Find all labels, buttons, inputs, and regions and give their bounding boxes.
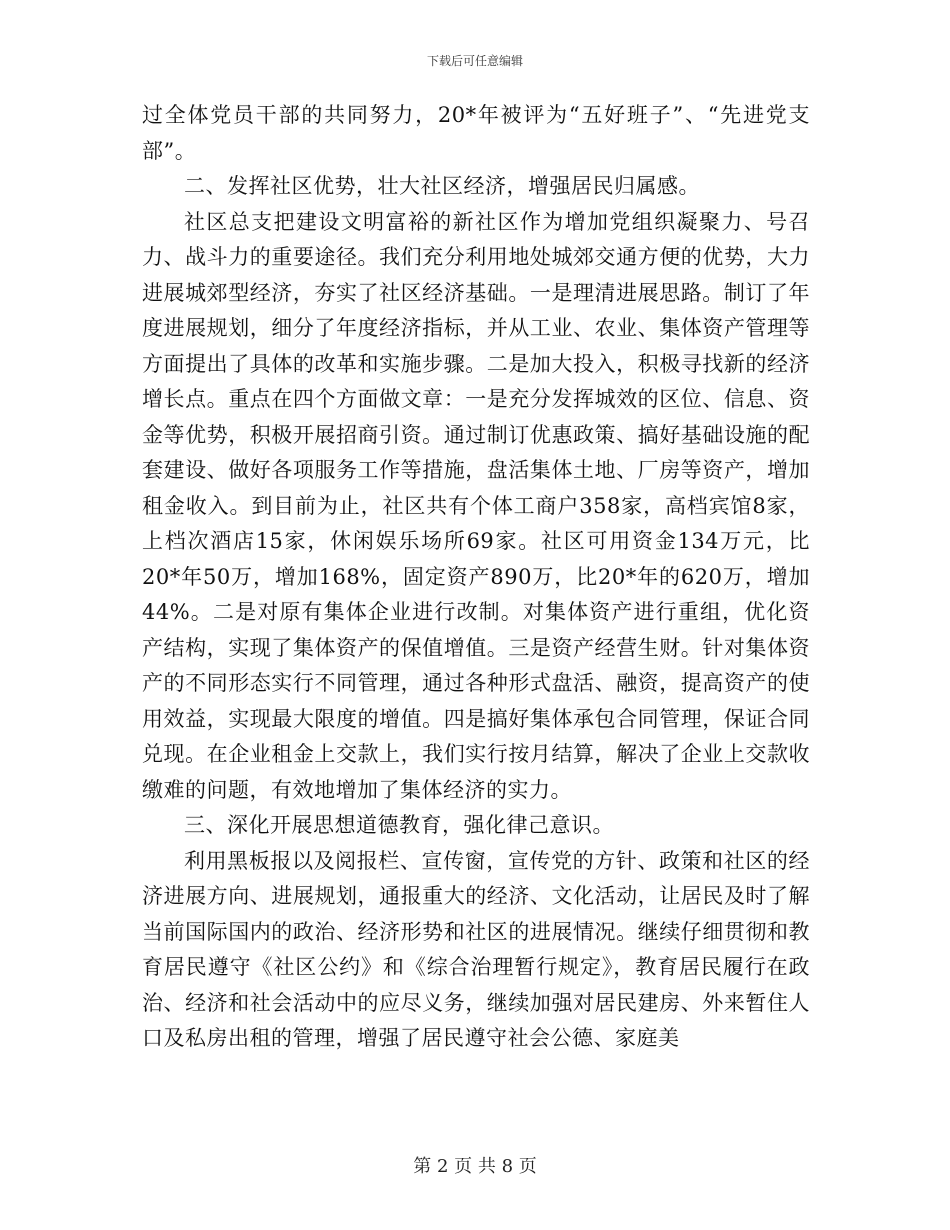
paragraph-education: 利用黑板报以及阅报栏、宣传窗，宣传党的方针、政策和社区的经济进展方向、进展规划，通报重大的经济、文化活动，让居民及时了解当前国际国内的政治、经济形势和社区的进展情况。继续仔细贯彻和教育居民遵守《社区公约》和《综合治理暂行规定》，教育居民履行在政治、经济和社会活动中的应尽义务，继续加强对居民建房、外来暂住人口及私房出租的管理，增强了居民遵守社会公德、家庭美 xyxy=(142,848,810,1050)
page-header: 下载后可任意编辑 xyxy=(426,54,523,68)
document-body xyxy=(142,98,810,1057)
section-heading-two: 二、发挥社区优势，壮大社区经济，增强居民归属感。 xyxy=(184,174,700,198)
paragraph-continued: 过全体党员干部的共同努力，20*年被评为“五好班子”、“先进党支部”。 xyxy=(142,103,810,163)
paragraph-economy: 社区总支把建设文明富裕的新社区作为增加党组织凝聚力、号召力、战斗力的重要途径。我们充分利用地处城郊交通方便的优势，大力进展城郊型经济，夯实了社区经济基础。一是理清进展思路。制订了年度进展规划，细分了年度经济指标，并从工业、农业、集体资产管理等方面提出了具体的改革和实施步骤。二是加大投入，积极寻找新的经济增长点。重点在四个方面做文章：一是充分发挥城效的区位、信息、资金等优势，积极开展招商引资。通过制订优惠政策、搞好基础设施的配套建设、做好各项服务工作等措施，盘活集体土地、厂房等资产，增加租金收入。到目前为止，社区共有个体工商户358家，高档宾馆8家，上档次酒店15家，休闲娱乐场所69家。社区可用资金134万元，比20*年50万，增加168%，固定资产890万，比20*年的620万，增加44%。二是对原有集体企业进行改制。对集体资产进行重组，优化资产结构，实现了集体资产的保值增值。三是资产经营生财。针对集体资产的不同形态实行不同管理，通过各种形式盘活、融资，提高资产的使用效益，实现最大限度的增值。四是搞好集体承包合同管理，保证合同兑现。在企业租金上交款上，我们实行按月结算，解决了企业上交款收缴难的问题，有效地增加了集体经济的实力。 xyxy=(142,209,810,802)
page-number-footer: 第 2 页 共 8 页 xyxy=(413,1156,537,1177)
section-heading-three: 三、深化开展思想道德教育，强化律己意识。 xyxy=(184,813,614,837)
